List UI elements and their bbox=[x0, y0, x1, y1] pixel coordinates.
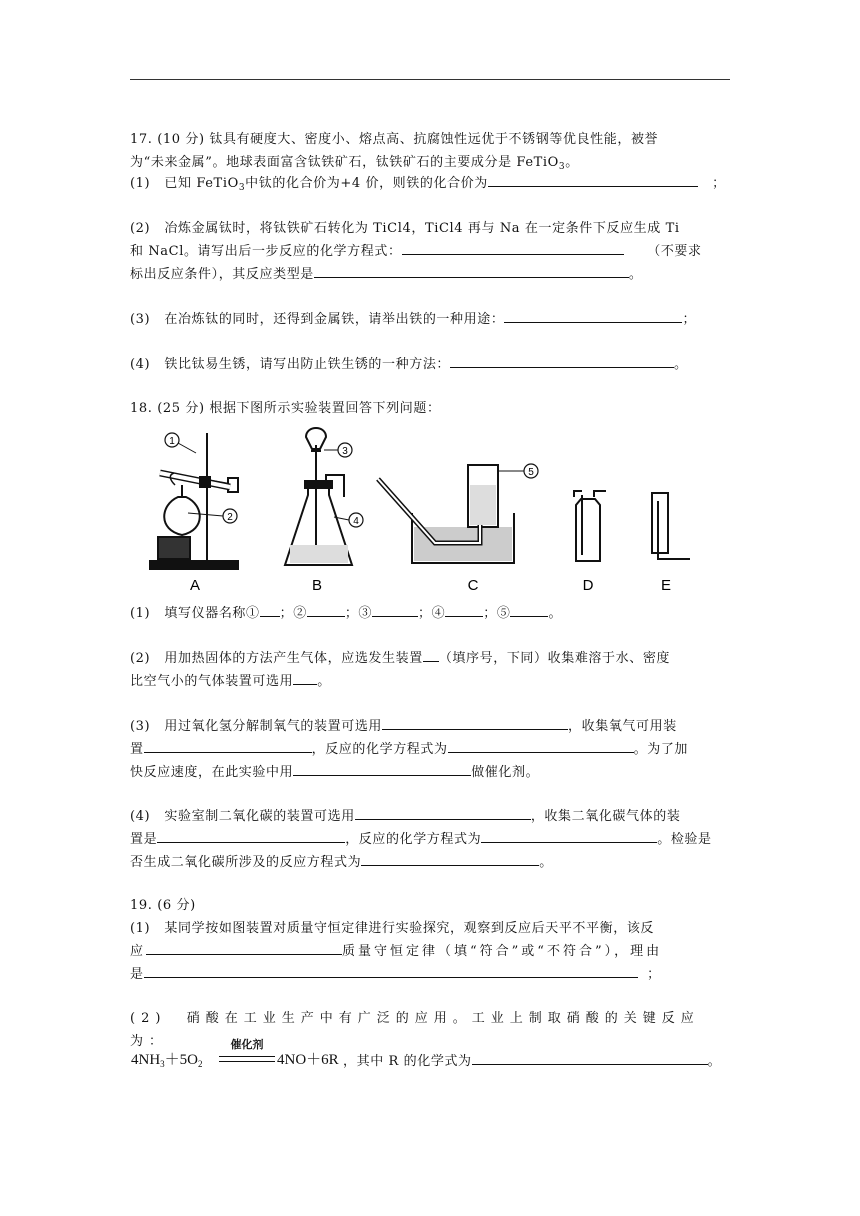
answer-blank[interactable] bbox=[382, 715, 568, 730]
svg-text:4: 4 bbox=[353, 516, 359, 527]
fig-label-b: B bbox=[311, 577, 323, 593]
q17-part4: (4) 铁比钛易生锈，请写出防止铁生锈的一种方法： 。 bbox=[130, 353, 730, 376]
answer-blank[interactable] bbox=[472, 1050, 708, 1065]
apparatus-figure bbox=[130, 425, 710, 593]
q19-p2-line2: ，其中 R 的化学式为 。 bbox=[343, 1050, 721, 1069]
q18-part4: (4) 实验室制二氧化碳的装置可选用 ，收集二氧化碳气体的装 置是 ，反应的化学方程式为 。检验是 否生成二氧化碳所涉及的反应方程式为 。 bbox=[130, 805, 730, 874]
svg-text:5: 5 bbox=[528, 467, 534, 478]
answer-blank[interactable] bbox=[146, 940, 342, 955]
answer-blank[interactable] bbox=[488, 172, 698, 187]
reaction-equation: $4NH_3+5O_2$ bbox=[131, 1052, 203, 1069]
answer-blank[interactable] bbox=[307, 602, 345, 617]
svg-text:3: 3 bbox=[342, 446, 348, 457]
q18-part1: (1) 填写仪器名称① ；② ；③ ；④ ；⑤ 。 bbox=[130, 602, 730, 625]
header-rule bbox=[130, 79, 730, 80]
reaction-arrow bbox=[219, 1056, 275, 1062]
answer-blank[interactable] bbox=[448, 738, 634, 753]
q17-part3: (3) 在冶炼钛的同时，还得到金属铁，请举出铁的一种用途： ； bbox=[130, 308, 730, 331]
fig-label-e: E bbox=[660, 577, 672, 593]
q19-part2: (2) 硝酸在工业生产中有广泛的应用。工业上制取硝酸的关键反应为： bbox=[130, 1011, 700, 1049]
q17-head-line1: 17. (10 分) 钛具有硬度大、密度小、熔点高、抗腐蚀性远优于不锈钢等优良性能，被誉 bbox=[130, 132, 659, 147]
answer-blank[interactable] bbox=[481, 828, 657, 843]
label-circle-2 bbox=[188, 509, 237, 523]
svg-text:1: 1 bbox=[169, 436, 175, 447]
answer-blank[interactable] bbox=[157, 828, 345, 843]
q17-part1: (1) 已知 FeTiO$_3$中钛的化合价为+4 价，则铁的化合价为 ； bbox=[130, 172, 730, 200]
answer-blank[interactable] bbox=[450, 353, 674, 368]
fig-label-d: D bbox=[582, 577, 594, 593]
q18-part2: (2) 用加热固体的方法产生气体，应选发生装置 （填序号，下同）收集难溶于水、密度 比空气小的气体装置可选用 。 bbox=[130, 647, 730, 693]
answer-blank[interactable] bbox=[293, 670, 317, 685]
answer-blank[interactable] bbox=[361, 851, 539, 866]
q19-equation-line bbox=[131, 1036, 731, 1076]
fig-label-c: C bbox=[467, 577, 479, 593]
answer-blank[interactable] bbox=[144, 963, 638, 978]
q18-heading: 18. (25 分) 根据下图所示实验装置回答下列问题： bbox=[130, 401, 441, 416]
answer-blank[interactable] bbox=[423, 647, 439, 662]
q17-part2: (2) 冶炼金属钛时，将钛铁矿石转化为 TiCl4，TiCl4 再与 Na 在一定条件下反应生成 Ti 和 NaCl。请写出后一步反应的化学方程式： （不要求 标出反应条件），其反应类型是 。 bbox=[130, 221, 702, 282]
answer-blank[interactable] bbox=[372, 602, 418, 617]
reaction-products: 4NO＋6R bbox=[277, 1052, 339, 1068]
answer-blank[interactable] bbox=[293, 761, 471, 776]
catalyst-label: 催化剂 bbox=[230, 1038, 264, 1051]
q17-head-line2: 为“未来金属”。地球表面富含钛铁矿石，钛铁矿石的主要成分是 FeTiO$_3$。 bbox=[130, 155, 579, 172]
answer-blank[interactable] bbox=[510, 602, 548, 617]
answer-blank[interactable] bbox=[260, 602, 280, 617]
label-circle-1 bbox=[165, 433, 196, 453]
answer-blank[interactable] bbox=[144, 738, 312, 753]
q18-part3: (3) 用过氧化氢分解制氧气的装置可选用 ，收集氧气可用装 置 ，反应的化学方程式为 。为了加 快反应速度，在此实验中用 做催化剂。 bbox=[130, 715, 730, 784]
answer-blank[interactable] bbox=[504, 308, 682, 323]
answer-blank[interactable] bbox=[445, 602, 483, 617]
answer-blank[interactable] bbox=[402, 240, 624, 255]
q19-heading: 19. (6 分) bbox=[130, 898, 196, 913]
svg-text:2: 2 bbox=[227, 512, 233, 523]
answer-blank[interactable] bbox=[355, 805, 531, 820]
fig-label-a: A bbox=[189, 577, 201, 593]
label-circle-3 bbox=[324, 443, 352, 457]
answer-blank[interactable] bbox=[314, 263, 629, 278]
label-circle-5 bbox=[498, 464, 538, 478]
q19-section: 19. (6 分) (1) 某同学按如图装置对质量守恒定律进行实验探究，观察到反应后天平不平衡，该反 应 质量守恒定律（填“符合”或“不符合”），理由 是 ； bbox=[130, 894, 730, 986]
